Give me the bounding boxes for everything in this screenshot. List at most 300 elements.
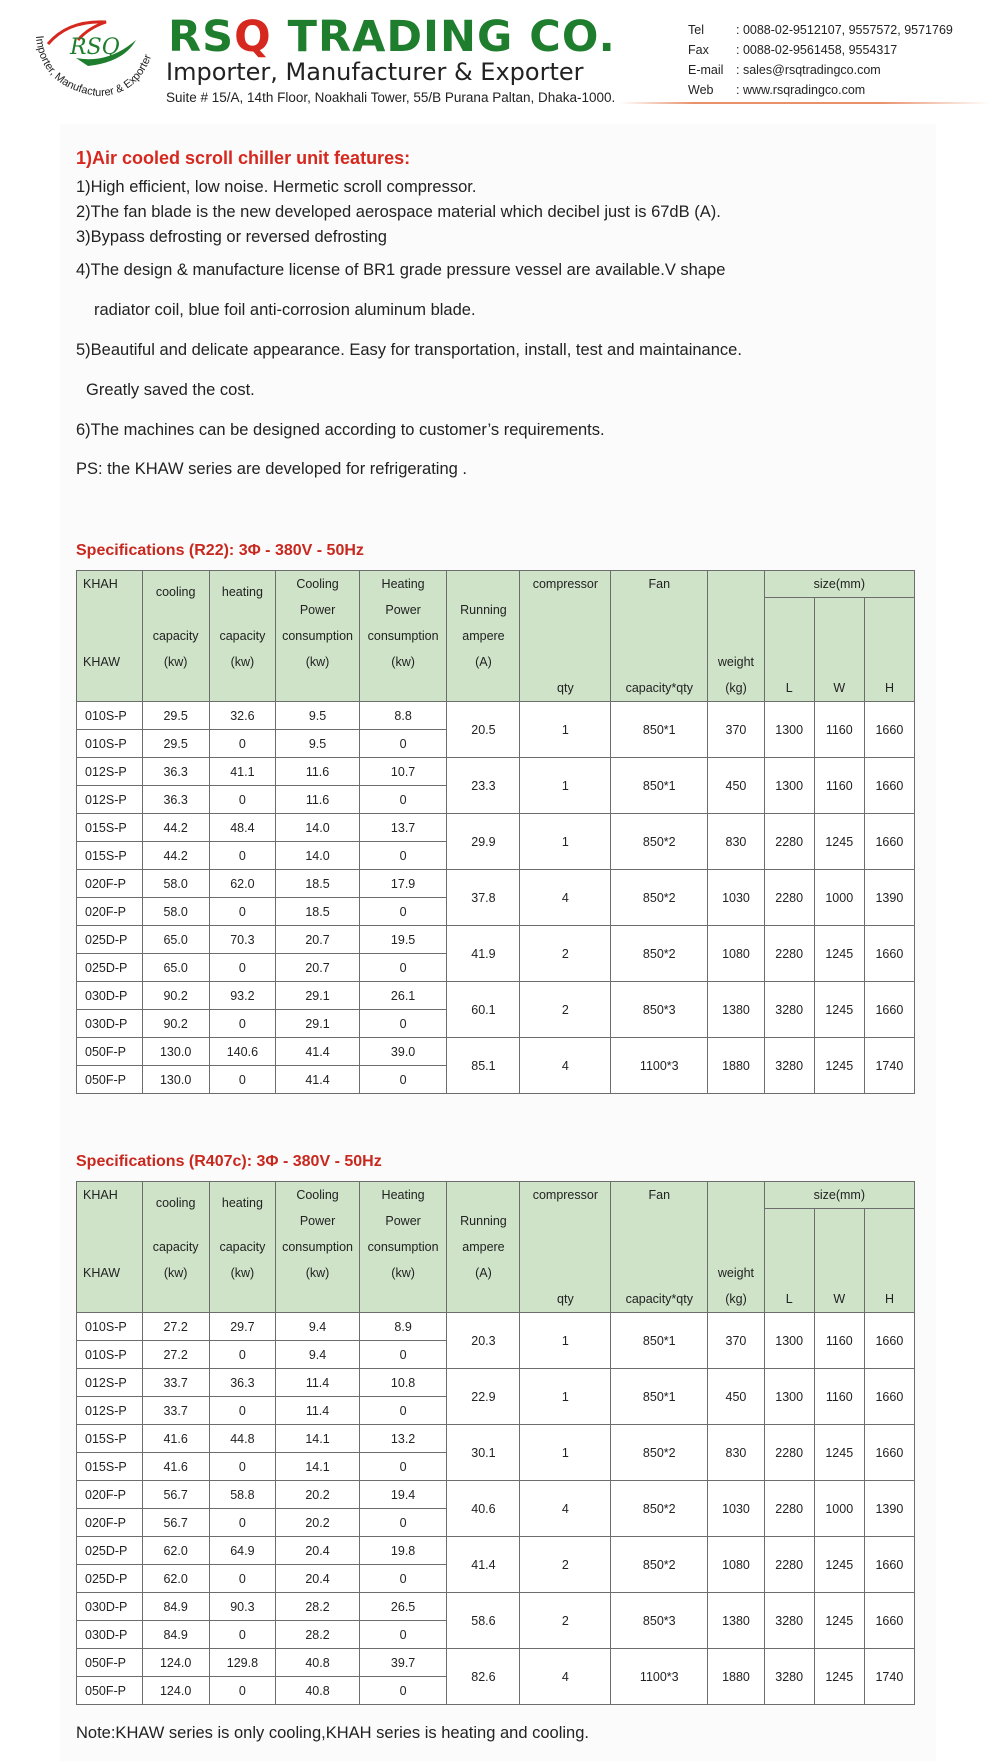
- value-cell: 41.4: [276, 1066, 359, 1094]
- value-cell: 0: [359, 1509, 447, 1537]
- value-cell: 11.6: [276, 786, 359, 814]
- col-khaw-label: KHAW: [83, 1266, 121, 1280]
- col-cooling: [142, 1182, 209, 1313]
- value-cell: 32.6: [209, 702, 276, 730]
- value-cell: 18.5: [276, 870, 359, 898]
- col-unit-label: (kw): [305, 655, 330, 669]
- qty-cell: 1: [520, 1425, 611, 1481]
- col-heating-power: [359, 1182, 447, 1313]
- col-unit-label: (kw): [391, 1266, 415, 1280]
- fan-cell: 1100*3: [611, 1649, 708, 1705]
- spec-r22-title: Specifications (R22): 3Φ - 380V - 50Hz: [76, 542, 364, 559]
- fan-cell: 850*1: [611, 1369, 708, 1425]
- value-cell: 41.4: [276, 1038, 359, 1066]
- contact-web[interactable]: [688, 80, 953, 100]
- h-cell: 1390: [864, 870, 914, 926]
- fan-cell: 850*2: [611, 1537, 708, 1593]
- value-cell: 14.1: [276, 1425, 359, 1453]
- col-l-label: L: [785, 681, 793, 695]
- col-weight-label: weight: [717, 1266, 755, 1280]
- col-heating-power-label: Heating: [381, 577, 425, 591]
- value-cell: 56.7: [142, 1481, 209, 1509]
- value-cell: 84.9: [142, 1621, 209, 1649]
- weight-cell: 830: [708, 1425, 764, 1481]
- ampere-cell: 41.9: [447, 926, 520, 982]
- value-cell: 20.7: [276, 954, 359, 982]
- feature-item: Greatly saved the cost.: [86, 381, 255, 399]
- fan-cell: 850*2: [611, 814, 708, 870]
- col-fan-sub-label: capacity*qty: [625, 681, 693, 695]
- value-cell: 11.6: [276, 758, 359, 786]
- value-cell: 26.1: [359, 982, 447, 1010]
- qty-cell: 4: [520, 870, 611, 926]
- l-cell: 2280: [764, 814, 814, 870]
- value-cell: 36.3: [142, 786, 209, 814]
- contact-block: [688, 20, 953, 100]
- qty-cell: 1: [520, 702, 611, 758]
- spec-r22-table: [76, 570, 915, 1094]
- value-cell: 20.7: [276, 926, 359, 954]
- h-cell: 1660: [864, 814, 914, 870]
- value-cell: 124.0: [142, 1649, 209, 1677]
- l-cell: 2280: [764, 926, 814, 982]
- value-cell: 44.2: [142, 814, 209, 842]
- value-cell: 62.0: [142, 1537, 209, 1565]
- col-h-label: H: [884, 1292, 894, 1306]
- value-cell: 27.2: [142, 1341, 209, 1369]
- col-unit-label: (kw): [163, 1266, 188, 1280]
- value-cell: 0: [209, 1621, 276, 1649]
- ampere-cell: 37.8: [447, 870, 520, 926]
- feature-item: 4)The design & manufacture license of BR1 grade pressure vessel are available.V shape: [76, 261, 726, 279]
- col-power-label: Power: [385, 603, 421, 617]
- model-cell: 010S-P: [77, 730, 143, 758]
- col-khah-label: KHAH: [83, 577, 118, 591]
- col-capacity-label: capacity: [152, 1240, 199, 1254]
- value-cell: 0: [359, 1397, 447, 1425]
- table-row: [77, 1038, 915, 1066]
- feature-item: 2)The fan blade is the new developed aerospace material which decibel just is 67dB (A).: [76, 203, 721, 221]
- value-cell: 0: [209, 1066, 276, 1094]
- col-consumption-label: consumption: [282, 1240, 353, 1254]
- ampere-cell: 40.6: [447, 1481, 520, 1537]
- model-cell: 030D-P: [77, 1593, 143, 1621]
- value-cell: 10.7: [359, 758, 447, 786]
- w-cell: 1160: [814, 758, 864, 814]
- qty-cell: 2: [520, 982, 611, 1038]
- l-cell: 1300: [764, 702, 814, 758]
- feature-item: 1)High efficient, low noise. Hermetic scroll compressor.: [76, 178, 477, 196]
- weight-cell: 1080: [708, 926, 764, 982]
- col-heating-power-label: Heating: [381, 1188, 425, 1202]
- ampere-cell: 41.4: [447, 1537, 520, 1593]
- value-cell: 28.2: [276, 1621, 359, 1649]
- col-w-label: W: [833, 681, 846, 695]
- col-unit-label: (kw): [163, 655, 188, 669]
- col-power-label: Power: [299, 603, 336, 617]
- value-cell: 90.3: [209, 1593, 276, 1621]
- weight-cell: 1880: [708, 1038, 764, 1094]
- col-running-label: Running: [460, 603, 507, 617]
- qty-cell: 1: [520, 1369, 611, 1425]
- col-fan-label: Fan: [648, 577, 671, 591]
- value-cell: 29.5: [142, 730, 209, 758]
- w-cell: 1160: [814, 1369, 864, 1425]
- value-cell: 17.9: [359, 870, 447, 898]
- table-row: [77, 1593, 915, 1621]
- model-cell: 050F-P: [77, 1066, 143, 1094]
- model-cell: 020F-P: [77, 898, 143, 926]
- value-cell: 29.1: [276, 1010, 359, 1038]
- model-cell: 015S-P: [77, 1425, 143, 1453]
- qty-cell: 2: [520, 1593, 611, 1649]
- feature-item: 3)Bypass defrosting or reversed defrosting: [76, 228, 387, 246]
- weight-cell: 370: [708, 1313, 764, 1369]
- model-cell: 015S-P: [77, 814, 143, 842]
- value-cell: 0: [209, 898, 276, 926]
- col-fan: [611, 1182, 708, 1313]
- contact-email[interactable]: [688, 60, 953, 80]
- qty-cell: 4: [520, 1481, 611, 1537]
- h-cell: 1660: [864, 1313, 914, 1369]
- w-cell: 1245: [814, 926, 864, 982]
- value-cell: 39.7: [359, 1649, 447, 1677]
- w-cell: 1160: [814, 702, 864, 758]
- value-cell: 13.7: [359, 814, 447, 842]
- value-cell: 124.0: [142, 1677, 209, 1705]
- model-cell: 012S-P: [77, 786, 143, 814]
- l-cell: 3280: [764, 1593, 814, 1649]
- col-unit-label: (A): [475, 655, 492, 669]
- value-cell: 0: [209, 1397, 276, 1425]
- h-cell: 1660: [864, 1537, 914, 1593]
- w-cell: 1245: [814, 1425, 864, 1481]
- fan-cell: 850*2: [611, 1425, 708, 1481]
- l-cell: 3280: [764, 1038, 814, 1094]
- model-cell: 050F-P: [77, 1677, 143, 1705]
- value-cell: 0: [209, 1509, 276, 1537]
- col-unit-label: (kw): [230, 1266, 255, 1280]
- ampere-cell: 20.3: [447, 1313, 520, 1369]
- model-cell: 025D-P: [77, 1537, 143, 1565]
- value-cell: 20.2: [276, 1509, 359, 1537]
- fan-cell: 850*1: [611, 702, 708, 758]
- contact-value: : 0088-02-9512107, 9557572, 9571769: [736, 23, 953, 37]
- col-size-label: size(mm): [813, 1188, 866, 1202]
- col-ampere-label: ampere: [462, 1240, 505, 1254]
- col-cooling-power: [276, 1182, 359, 1313]
- ampere-cell: 58.6: [447, 1593, 520, 1649]
- h-cell: 1660: [864, 702, 914, 758]
- col-qty-label: qty: [557, 1292, 574, 1306]
- fan-cell: 850*3: [611, 1593, 708, 1649]
- value-cell: 18.5: [276, 898, 359, 926]
- weight-cell: 1030: [708, 870, 764, 926]
- col-heating-power: [359, 571, 447, 702]
- table-row: [77, 982, 915, 1010]
- value-cell: 62.0: [142, 1565, 209, 1593]
- col-size: [764, 571, 914, 702]
- contact-label: E-mail: [688, 63, 724, 77]
- value-cell: 93.2: [209, 982, 276, 1010]
- ampere-cell: 22.9: [447, 1369, 520, 1425]
- value-cell: 41.6: [142, 1425, 209, 1453]
- company-tagline: Importer, Manufacturer & Exporter: [166, 58, 584, 86]
- col-unit-label: (kg): [725, 681, 747, 695]
- col-consumption-label: consumption: [367, 629, 439, 643]
- w-cell: 1245: [814, 982, 864, 1038]
- value-cell: 58.0: [142, 898, 209, 926]
- company-q: Q: [234, 12, 272, 62]
- qty-cell: 1: [520, 1313, 611, 1369]
- weight-cell: 1380: [708, 1593, 764, 1649]
- model-cell: 030D-P: [77, 1621, 143, 1649]
- value-cell: 14.0: [276, 842, 359, 870]
- logo-ring-text: Importer, Manufacturer & Exporter: [33, 35, 155, 100]
- value-cell: 9.5: [276, 702, 359, 730]
- table-row: [77, 1537, 915, 1565]
- weight-cell: 1030: [708, 1481, 764, 1537]
- model-cell: 020F-P: [77, 1481, 143, 1509]
- value-cell: 129.8: [209, 1649, 276, 1677]
- qty-cell: 1: [520, 758, 611, 814]
- value-cell: 19.5: [359, 926, 447, 954]
- ampere-cell: 23.3: [447, 758, 520, 814]
- value-cell: 62.0: [209, 870, 276, 898]
- value-cell: 20.2: [276, 1481, 359, 1509]
- col-fan: [611, 571, 708, 702]
- col-power-label: Power: [385, 1214, 421, 1228]
- h-cell: 1660: [864, 1369, 914, 1425]
- model-cell: 050F-P: [77, 1038, 143, 1066]
- col-ampere-label: ampere: [462, 629, 505, 643]
- value-cell: 41.1: [209, 758, 276, 786]
- value-cell: 0: [209, 730, 276, 758]
- value-cell: 0: [359, 1066, 447, 1094]
- table-row: [77, 1481, 915, 1509]
- features-title: 1)Air cooled scroll chiller unit features:: [76, 148, 411, 168]
- feature-item: PS: the KHAW series are developed for refrigerating .: [76, 460, 467, 478]
- value-cell: 0: [209, 842, 276, 870]
- value-cell: 84.9: [142, 1593, 209, 1621]
- contact-value[interactable]: : www.rsqradingco.com: [736, 83, 866, 97]
- w-cell: 1245: [814, 814, 864, 870]
- h-cell: 1390: [864, 1481, 914, 1537]
- col-h-label: H: [884, 681, 894, 695]
- table-row: [77, 1369, 915, 1397]
- value-cell: 90.2: [142, 1010, 209, 1038]
- header-row: [77, 571, 915, 702]
- w-cell: 1000: [814, 1481, 864, 1537]
- col-cooling-power: [276, 571, 359, 702]
- fan-cell: 1100*3: [611, 1038, 708, 1094]
- col-unit-label: (kw): [305, 1266, 330, 1280]
- value-cell: 130.0: [142, 1066, 209, 1094]
- contact-tel: [688, 20, 953, 40]
- value-cell: 40.8: [276, 1677, 359, 1705]
- value-cell: 29.1: [276, 982, 359, 1010]
- logo-rsq-text: RSQ: [70, 35, 120, 60]
- value-cell: 0: [209, 1677, 276, 1705]
- w-cell: 1160: [814, 1313, 864, 1369]
- col-unit-label: (kw): [230, 655, 255, 669]
- col-cooling-label: cooling: [155, 1196, 196, 1210]
- col-fan-label: Fan: [648, 1188, 671, 1202]
- value-cell: 0: [359, 1453, 447, 1481]
- table-row: [77, 758, 915, 786]
- col-running-ampere: [447, 1182, 520, 1313]
- value-cell: 28.2: [276, 1593, 359, 1621]
- value-cell: 0: [209, 1453, 276, 1481]
- col-capacity-label: capacity: [219, 1240, 266, 1254]
- col-heating: [209, 1182, 276, 1313]
- col-weight: [708, 1182, 764, 1313]
- weight-cell: 450: [708, 758, 764, 814]
- col-unit-label: (kw): [391, 655, 415, 669]
- w-cell: 1245: [814, 1537, 864, 1593]
- model-cell: 030D-P: [77, 1010, 143, 1038]
- col-l-label: L: [785, 1292, 793, 1306]
- weight-cell: 1080: [708, 1537, 764, 1593]
- col-size: [764, 1182, 914, 1313]
- model-cell: 025D-P: [77, 926, 143, 954]
- w-cell: 1245: [814, 1038, 864, 1094]
- col-khah-label: KHAH: [83, 1188, 118, 1202]
- fan-cell: 850*1: [611, 758, 708, 814]
- col-compressor: [520, 571, 611, 702]
- weight-cell: 830: [708, 814, 764, 870]
- col-cooling-power-label: Cooling: [296, 577, 339, 591]
- col-compressor: [520, 1182, 611, 1313]
- col-qty-label: qty: [557, 681, 574, 695]
- col-size-label: size(mm): [813, 577, 866, 591]
- value-cell: 26.5: [359, 1593, 447, 1621]
- col-compressor-label: compressor: [532, 577, 598, 591]
- h-cell: 1660: [864, 758, 914, 814]
- model-cell: 025D-P: [77, 1565, 143, 1593]
- letterhead: [0, 0, 1000, 115]
- model-cell: 050F-P: [77, 1649, 143, 1677]
- value-cell: 44.2: [142, 842, 209, 870]
- value-cell: 33.7: [142, 1397, 209, 1425]
- col-fan-sub-label: capacity*qty: [625, 1292, 693, 1306]
- ampere-cell: 29.9: [447, 814, 520, 870]
- l-cell: 3280: [764, 982, 814, 1038]
- model-cell: 020F-P: [77, 870, 143, 898]
- h-cell: 1660: [864, 982, 914, 1038]
- value-cell: 9.4: [276, 1341, 359, 1369]
- table-row: [77, 926, 915, 954]
- h-cell: 1660: [864, 926, 914, 982]
- contact-label: Fax: [688, 43, 709, 57]
- ampere-cell: 30.1: [447, 1425, 520, 1481]
- col-unit-label: (A): [475, 1266, 492, 1280]
- col-weight: [708, 571, 764, 702]
- company-name: [168, 14, 616, 60]
- value-cell: 19.8: [359, 1537, 447, 1565]
- col-power-label: Power: [299, 1214, 336, 1228]
- table-row: [77, 814, 915, 842]
- company-logo: [28, 14, 156, 102]
- col-running-ampere: [447, 571, 520, 702]
- value-cell: 41.6: [142, 1453, 209, 1481]
- value-cell: 0: [359, 842, 447, 870]
- value-cell: 39.0: [359, 1038, 447, 1066]
- col-capacity-label: capacity: [152, 629, 199, 643]
- value-cell: 0: [359, 786, 447, 814]
- model-cell: 025D-P: [77, 954, 143, 982]
- model-cell: 012S-P: [77, 1369, 143, 1397]
- fan-cell: 850*2: [611, 1481, 708, 1537]
- col-compressor-label: compressor: [532, 1188, 598, 1202]
- value-cell: 0: [359, 1677, 447, 1705]
- h-cell: 1660: [864, 1593, 914, 1649]
- value-cell: 0: [359, 1341, 447, 1369]
- value-cell: 0: [209, 1010, 276, 1038]
- table-row: [77, 870, 915, 898]
- contact-label: Tel: [688, 23, 704, 37]
- model-cell: 012S-P: [77, 758, 143, 786]
- weight-cell: 370: [708, 702, 764, 758]
- value-cell: 40.8: [276, 1649, 359, 1677]
- ampere-cell: 20.5: [447, 702, 520, 758]
- value-cell: 140.6: [209, 1038, 276, 1066]
- value-cell: 0: [209, 1565, 276, 1593]
- model-cell: 010S-P: [77, 1341, 143, 1369]
- feature-item: radiator coil, blue foil anti-corrosion aluminum blade.: [94, 301, 476, 319]
- weight-cell: 450: [708, 1369, 764, 1425]
- model-cell: 015S-P: [77, 1453, 143, 1481]
- value-cell: 0: [359, 1621, 447, 1649]
- model-cell: 015S-P: [77, 842, 143, 870]
- fan-cell: 850*1: [611, 1313, 708, 1369]
- model-cell: 012S-P: [77, 1397, 143, 1425]
- value-cell: 36.3: [142, 758, 209, 786]
- value-cell: 56.7: [142, 1509, 209, 1537]
- col-cooling-label: cooling: [155, 585, 196, 599]
- company-address: Suite # 15/A, 14th Floor, Noakhali Tower, 55/B Purana Paltan, Dhaka-1000.: [166, 90, 616, 105]
- value-cell: 8.9: [359, 1313, 447, 1341]
- value-cell: 70.3: [209, 926, 276, 954]
- spec-r407c-table: [76, 1181, 915, 1705]
- ampere-cell: 60.1: [447, 982, 520, 1038]
- weight-cell: 1380: [708, 982, 764, 1038]
- spec-r407c-title: Specifications (R407c): 3Φ - 380V - 50Hz: [76, 1153, 382, 1170]
- l-cell: 2280: [764, 870, 814, 926]
- table-row: [77, 702, 915, 730]
- col-unit-label: (kg): [725, 1292, 747, 1306]
- header-divider: [620, 102, 990, 104]
- qty-cell: 1: [520, 814, 611, 870]
- value-cell: 13.2: [359, 1425, 447, 1453]
- value-cell: 27.2: [142, 1313, 209, 1341]
- l-cell: 2280: [764, 1481, 814, 1537]
- l-cell: 1300: [764, 758, 814, 814]
- value-cell: 19.4: [359, 1481, 447, 1509]
- value-cell: 36.3: [209, 1369, 276, 1397]
- l-cell: 2280: [764, 1425, 814, 1481]
- h-cell: 1740: [864, 1649, 914, 1705]
- value-cell: 0: [209, 954, 276, 982]
- qty-cell: 2: [520, 926, 611, 982]
- value-cell: 0: [209, 1341, 276, 1369]
- value-cell: 0: [359, 1565, 447, 1593]
- contact-value[interactable]: : sales@rsqtradingco.com: [736, 63, 881, 77]
- value-cell: 0: [209, 786, 276, 814]
- qty-cell: 2: [520, 1537, 611, 1593]
- col-w-label: W: [833, 1292, 846, 1306]
- col-cooling-power-label: Cooling: [296, 1188, 339, 1202]
